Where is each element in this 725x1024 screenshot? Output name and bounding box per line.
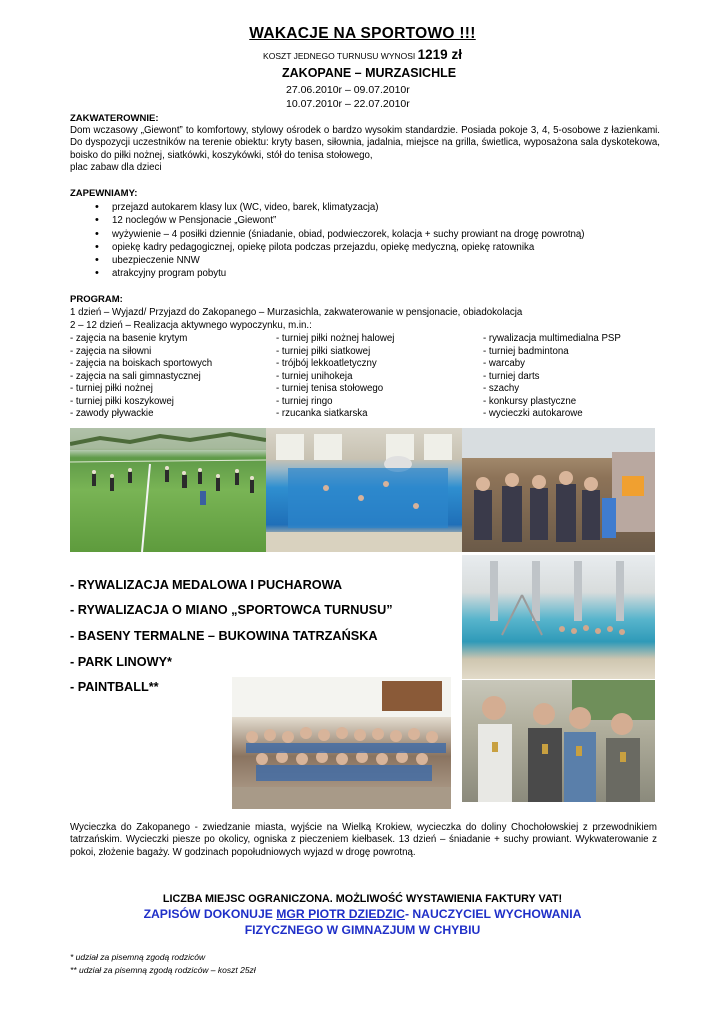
program-column-1 (70, 333, 212, 421)
program-activity: - trójbój lekkoatletyczny (276, 358, 377, 369)
program-day1: 1 dzień – Wyjazd/ Przyjazd do Zakopanego – Murzasichla, zakwaterowanie w pensjonacie, obiadokolacja (70, 307, 523, 318)
accommodation-label: ZAKWATEROWNIE: (70, 113, 159, 124)
program-activity: - zajęcia na basenie krytym (70, 333, 188, 344)
provide-item: • opiekę kadry pedagogicznej, opiekę pilota podczas przejazdu, opiekę medyczną, opiekę ratownika (112, 241, 585, 254)
footnote-2: ** udział za pisemną zgodą rodziców – koszt 25zł (70, 965, 256, 975)
program-activity: - turniej tenisa stołowego (276, 383, 384, 394)
provide-item: • atrakcyjny program pobytu (112, 267, 585, 280)
photo-indoor-pool (266, 428, 462, 552)
accommodation-text-end: plac zabaw dla dzieci (70, 162, 162, 173)
date-range-2: 10.07.2010r – 22.07.2010r (286, 98, 410, 110)
program-activity: - warcaby (483, 358, 525, 369)
program-activity: - rzucanka siatkarska (276, 408, 368, 419)
cost-value: 1219 zł (417, 47, 462, 62)
program-activity: - konkursy plastyczne (483, 395, 577, 407)
program-activity: - zajęcia na siłowni (70, 345, 152, 357)
enrollment-info (0, 906, 725, 938)
provide-item: • 12 noclegów w Pensjonacie „Giewont” (112, 214, 585, 227)
highlight-item: - PAINTBALL** (70, 680, 159, 694)
footnote-1: * udział za pisemną zgodą rodziców (70, 952, 206, 962)
program-activity: - turniej darts (483, 370, 540, 382)
cost-line (0, 47, 725, 62)
photo-thermal-pool (462, 555, 655, 679)
program-activity: - zajęcia na boiskach sportowych (70, 358, 213, 369)
photo-bonfire-group (462, 428, 655, 552)
provide-item: • przejazd autokarem klasy lux (WC, video, barek, klimatyzacja) (112, 201, 585, 214)
program-activity: - turniej piłki nożnej (70, 383, 153, 394)
limited-seats-notice: LICZBA MIEJSC OGRANICZONA. MOŻLIWOŚĆ WYSTAWIENIA FAKTURY VAT! (162, 893, 563, 905)
provide-list (95, 201, 585, 281)
date-range-1: 27.06.2010r – 09.07.2010r (286, 84, 410, 96)
cost-label: KOSZT JEDNEGO TURNUSU WYNOSI (263, 51, 416, 61)
trip-description: Wycieczka do Zakopanego - zwiedzanie miasta, wyjście na Wielką Krokiew, wycieczka do doliny Chochołowskiej z przewodnikiem tatrzańskim. Wycieczki piesze po okolicy, ogniska z pieczeniem kiełbasek. 13 dzień – śniadanie + suchy prowiant. Wykwaterowanie z pokoi, złożenie bagaży. W godzinach popołudniowych wyjazd w drogę powrotną. (70, 822, 657, 858)
photo-trophy-winners (462, 680, 655, 802)
program-column-3 (483, 333, 621, 421)
provide-label: ZAPEWNIAMY: (70, 188, 138, 199)
provide-item: • wyżywienie – 4 posiłki dziennie (śniadanie, obiad, podwieczorek, kolacja + suchy prowiant na drogę powrotną) (112, 228, 585, 241)
highlight-item: - BASENY TERMALNE – BUKOWINA TATRZAŃSKA (70, 629, 378, 643)
accommodation-text: Dom wczasowy „Giewont” to komfortowy, stylowy ośrodek o bardzo wysokim standardzie. Posiada pokoje 3, 4, 5-osobowe z łazienkami. Do dyspozycji uczestników na terenie obiektu: kryty basen, siłownia, jadalnia, miejsce na grilla, świetlica, wyposażona sala dyskotekowa, boisko do piłki nożnej, siatkówki, koszykówki, stół do tenisa stołowego, (70, 125, 660, 161)
enroll-suffix: - NAUCZYCIEL WYCHOWANIA (404, 907, 582, 921)
program-activity: - turniej piłki nożnej halowej (276, 333, 395, 344)
photo-group-portrait (232, 677, 451, 809)
program-activity: - turniej piłki koszykowej (70, 395, 174, 407)
program-activity: - turniej unihokeja (276, 370, 353, 382)
program-activity: - zawody pływackie (70, 408, 154, 419)
program-activity: - turniej ringo (276, 395, 333, 407)
program-activity: - turniej piłki siatkowej (276, 345, 371, 357)
highlight-item: - PARK LINOWY* (70, 655, 172, 669)
program-activity: - szachy (483, 383, 520, 394)
photo-football-field (70, 428, 266, 552)
program-column-2 (276, 333, 394, 421)
program-activity: - turniej badmintona (483, 345, 569, 357)
location: ZAKOPANE – MURZASICHLE (282, 66, 457, 80)
enroll-teacher-name: MGR PIOTR DZIEDZIC (276, 907, 405, 921)
highlight-item: - RYWALIZACJA MEDALOWA I PUCHAROWA (70, 578, 343, 592)
program-label: PROGRAM: (70, 294, 123, 305)
enroll-prefix: ZAPISÓW DOKONUJE (143, 907, 277, 921)
highlight-item: - RYWALIZACJA O MIANO „SPORTOWCA TURNUSU” (70, 603, 393, 617)
program-activity: - zajęcia na sali gimnastycznej (70, 370, 201, 382)
program-activity: - wycieczki autokarowe (483, 408, 583, 419)
program-activity: - rywalizacja multimedialna PSP (483, 333, 621, 344)
program-day2: 2 – 12 dzień – Realizacja aktywnego wypoczynku, m.in.: (70, 320, 312, 331)
page-title: WAKACJE NA SPORTOWO !!! (249, 25, 476, 42)
provide-item: • ubezpieczenie NNW (112, 254, 585, 267)
enroll-line2: FIZYCZNEGO W GIMNAZJUM W CHYBIU (244, 923, 481, 937)
